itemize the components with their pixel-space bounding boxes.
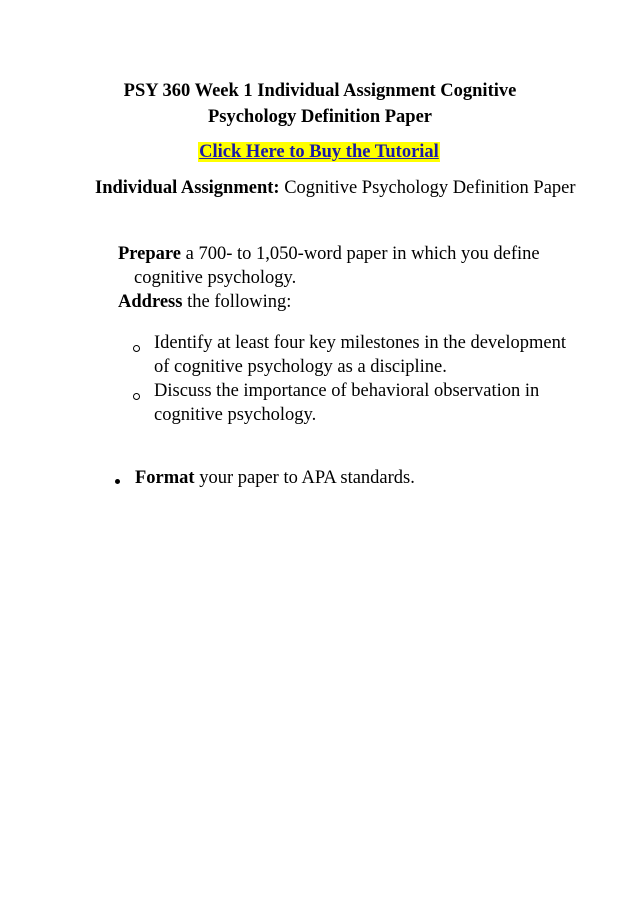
prepare-paragraph bbox=[118, 242, 584, 290]
prepare-text: a 700- to 1,050-word paper in which you define cognitive psychology. bbox=[134, 244, 540, 288]
tutorial-link-container bbox=[0, 139, 638, 165]
address-paragraph bbox=[118, 290, 584, 314]
address-sub-list bbox=[127, 331, 567, 427]
filled-bullet-icon bbox=[115, 479, 120, 484]
sub-list-item bbox=[127, 379, 567, 427]
buy-tutorial-link[interactable]: Click Here to Buy the Tutorial bbox=[199, 142, 439, 162]
format-text: your paper to APA standards. bbox=[199, 468, 415, 488]
hollow-bullet-icon bbox=[133, 345, 140, 352]
sub-list-item-text: Discuss the importance of behavioral observation in cognitive psychology. bbox=[154, 381, 540, 425]
sub-list-item bbox=[127, 331, 567, 379]
sub-list-item-text: Identify at least four key milestones in the development of cognitive psychology as a discipline. bbox=[154, 333, 567, 377]
address-text: the following: bbox=[187, 292, 292, 312]
address-keyword: Address bbox=[118, 292, 183, 312]
assignment-heading bbox=[95, 176, 587, 200]
format-keyword: Format bbox=[135, 468, 195, 488]
document-title: PSY 360 Week 1 Individual Assignment Cognitive Psychology Definition Paper bbox=[123, 81, 517, 127]
hollow-bullet-icon bbox=[133, 393, 140, 400]
main-list-item bbox=[113, 466, 563, 490]
assignment-heading-text: Cognitive Psychology Definition Paper bbox=[284, 178, 576, 198]
main-list bbox=[113, 466, 563, 490]
assignment-heading-label: Individual Assignment: bbox=[95, 178, 280, 198]
prepare-keyword: Prepare bbox=[118, 244, 182, 264]
